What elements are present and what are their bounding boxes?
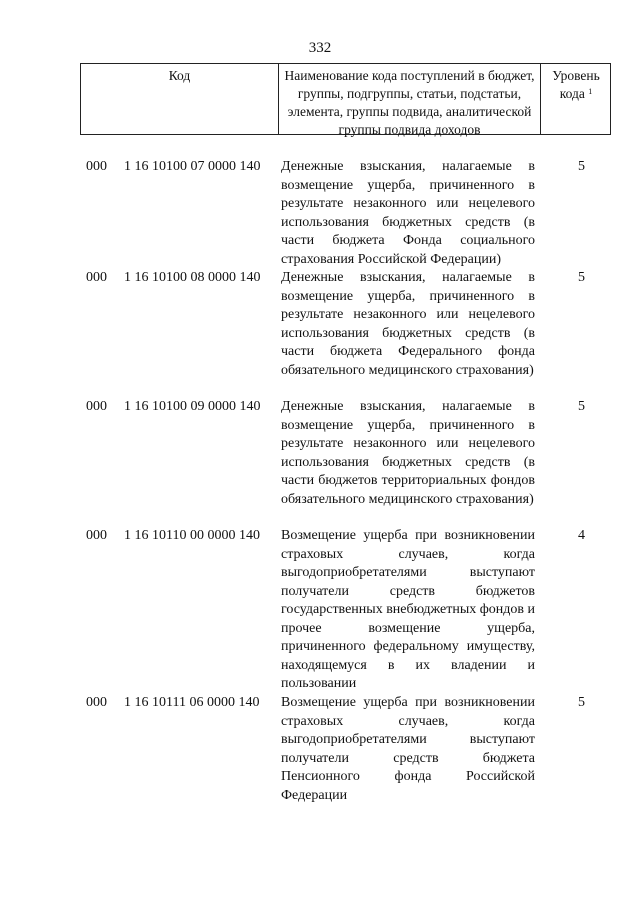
revenue-name: Возмещение ущерба при возникновении страховых случаев, когда выгодоприобретателями выступают получатели средств бюджетов государственных внебюджетных фондов и прочее возмещение ущерба, причиненного федеральному имуществу, находящемуся в их владении и пользовании	[281, 528, 536, 691]
revenue-name: Возмещение ущерба при возникновении страховых случаев, когда выгодоприобретателями выступают получатели средств бюджета Пенсионного фонда Российской Федерации	[281, 695, 535, 803]
revenue-name: Денежные взыскания, налагаемые в возмещение ущерба, причиненного в результате незаконного или нецелевого использования бюджетных средств (в части бюджета Фонда социального страхования Российской Федерации)	[281, 159, 535, 267]
footnote-mark: 1	[588, 87, 593, 96]
revenue-name: Денежные взыскания, налагаемые в возмещение ущерба, причиненного в результате незаконного или нецелевого использования бюджетных средств (в части бюджета Федерального фонда обязательного медицинского страхования)	[281, 270, 535, 378]
table-row	[80, 398, 611, 527]
column-header-level-label: Уровень код	[552, 68, 600, 101]
level-value: 5	[578, 399, 585, 414]
level-value: 5	[578, 270, 585, 285]
level-value: 5	[578, 159, 585, 174]
admin-code: 000	[86, 695, 107, 710]
column-header-code: Код	[168, 68, 191, 83]
level-value: 4	[578, 528, 585, 543]
table-row	[80, 694, 611, 805]
revenue-name: Денежные взыскания, налагаемые в возмещение ущерба, причиненного в результате незаконного или нецелевого использования бюджетных средств (в части бюджетов территориальных фондов обязательного медицинского страхования)	[281, 399, 535, 507]
revenue-code: 1 16 10100 08 0000 140	[124, 270, 261, 285]
level-value: 5	[578, 695, 585, 710]
table-row	[80, 158, 611, 269]
revenue-code: 1 16 10110 00 0000 140	[124, 528, 260, 543]
table-header	[80, 63, 611, 135]
admin-code: 000	[86, 270, 107, 285]
table-body	[80, 158, 611, 805]
revenue-code: 1 16 10100 09 0000 140	[124, 399, 261, 414]
admin-code: 000	[86, 399, 107, 414]
revenue-code: 1 16 10100 07 0000 140	[124, 159, 261, 174]
column-header-name: Наименование кода поступлений в бюджет, группы, подгруппы, статьи, подстатьи, элемента, группы подвида, аналитической группы подвида доходов	[278, 64, 541, 134]
column-header-level-suffix: а	[578, 86, 585, 101]
admin-code: 000	[86, 528, 107, 543]
revenue-code: 1 16 10111 06 0000 140	[124, 695, 260, 710]
admin-code: 000	[86, 159, 107, 174]
table-row	[80, 527, 611, 694]
column-header-level	[541, 64, 611, 134]
table-row	[80, 269, 611, 398]
page-number: 332	[308, 40, 332, 56]
